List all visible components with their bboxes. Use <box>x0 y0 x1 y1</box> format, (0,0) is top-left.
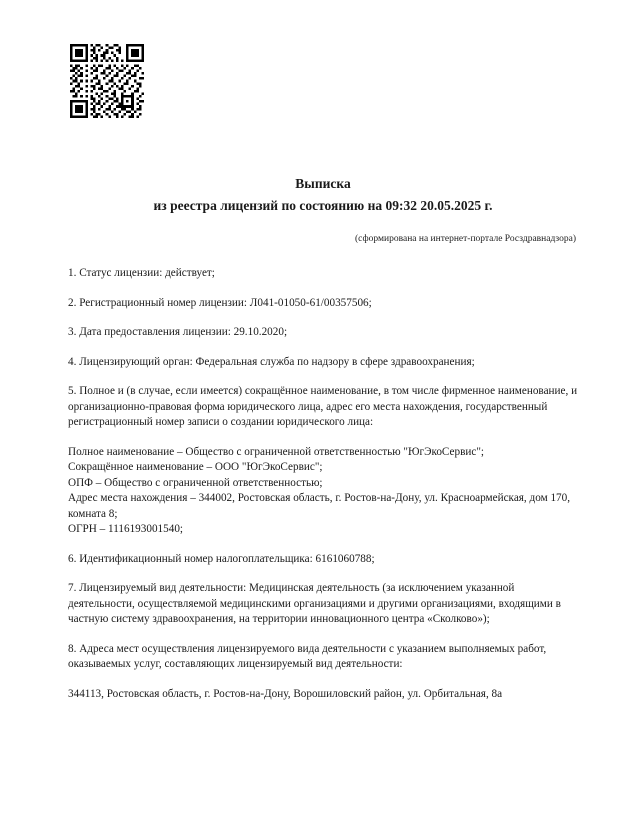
activity-address-1: 344113, Ростовская область, г. Ростов-на-Дону, Ворошиловский район, ул. Орбитальная, 8а <box>68 687 503 700</box>
org-ogrn: ОГРН – 1116193001540; <box>68 523 184 535</box>
qr-code <box>70 44 144 118</box>
title-line-2: из реестра лицензий по состоянию на 09:32 20.05.2025 г. <box>153 198 493 213</box>
document-body <box>68 266 578 702</box>
organization-details <box>68 445 578 538</box>
title-line-1: Выписка <box>295 176 351 191</box>
document-title <box>68 174 578 216</box>
clause-licensing-authority: 4. Лицензирующий орган: Федеральная служба по надзору в сфере здравоохранения; <box>68 355 475 368</box>
clause-licensed-activity: 7. Лицензируемый вид деятельности: Медицинская деятельность (за исключением указанной деятельности, осуществляемой медицинскими организациями и другими организациями, входящими в частную систему здравоохранения, на территории инновационного центра «Сколково»); <box>68 582 561 625</box>
clause-activity-addresses: 8. Адреса мест осуществления лицензируемого вида деятельности с указанием выполняемых работ, оказываемых услуг, составляющих лицензируемый вид деятельности: <box>68 642 547 670</box>
clause-entity-names: 5. Полное и (в случае, если имеется) сокращённое наименование, в том числе фирменное наименование, и организационно-правовая форма юридического лица, адрес его места нахождения, государственный регистрационный номер записи о создании юридического лица: <box>68 385 578 428</box>
qr-code-icon <box>70 44 144 118</box>
document-subtitle: (сформирована на интернет-портале Росздравнадзора) <box>355 234 576 244</box>
org-short-name: Сокращённое наименование – ООО "ЮгЭкоСервис"; <box>68 461 323 473</box>
clause-inn: 6. Идентификационный номер налогоплательщика: 6161060788; <box>68 552 375 565</box>
org-full-name: Полное наименование – Общество с ограниченной ответственностью "ЮгЭкоСервис"; <box>68 445 484 458</box>
org-address: Адрес места нахождения – 344002, Ростовская область, г. Ростов-на-Дону, ул. Красноармейская, дом 170, комната 8; <box>68 492 571 520</box>
org-legal-form: ОПФ – Общество с ограниченной ответственностью; <box>68 476 323 489</box>
clause-status: 1. Статус лицензии: действует; <box>68 267 215 279</box>
clause-registration-number: 2. Регистрационный номер лицензии: Л041-01050-61/00357506; <box>68 296 372 309</box>
clause-issue-date: 3. Дата предоставления лицензии: 29.10.2020; <box>68 326 288 338</box>
